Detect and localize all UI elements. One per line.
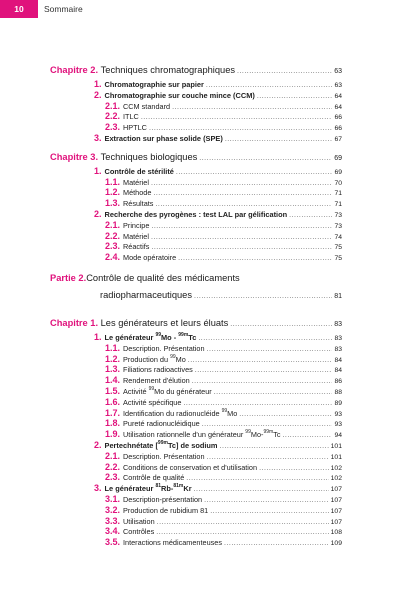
toc-page-number: 83 bbox=[334, 334, 342, 342]
toc-title: Pureté radionucléidique bbox=[123, 419, 200, 429]
toc-subsection[interactable] bbox=[50, 397, 342, 408]
toc-title: Extraction sur phase solide (SPE) bbox=[104, 133, 223, 143]
toc-number: Chapitre 3. bbox=[50, 151, 101, 162]
toc-title: Description. Présentation bbox=[123, 451, 205, 461]
leader-dots bbox=[224, 539, 329, 550]
toc-title: Le générateur $^{99}$Mo - $^{99m}$Tc bbox=[104, 331, 197, 342]
toc-number: 1. bbox=[94, 79, 102, 89]
toc-number: 1.8. bbox=[105, 418, 121, 429]
toc-number: 1.6. bbox=[105, 396, 121, 407]
toc-page-number: 86 bbox=[334, 378, 342, 386]
toc-page-number: 75 bbox=[334, 255, 342, 263]
toc-subsection[interactable] bbox=[50, 462, 342, 473]
toc-number: 3.2. bbox=[105, 504, 121, 515]
toc-page-number: 83 bbox=[334, 345, 342, 353]
toc-number: 2.3. bbox=[105, 122, 121, 133]
toc-page-number: 102 bbox=[330, 464, 342, 472]
toc-page-number: 89 bbox=[334, 399, 342, 407]
toc-title: Contrôle de qualité des médicaments bbox=[86, 272, 240, 283]
toc-page-number: 109 bbox=[330, 540, 342, 548]
toc-page-number: 63 bbox=[334, 68, 342, 75]
toc-title: Activité spécifique bbox=[123, 397, 182, 407]
toc-number: Chapitre 1. bbox=[50, 317, 101, 328]
toc-title: Techniques chromatographiques bbox=[100, 65, 236, 75]
toc-page-number: 73 bbox=[334, 222, 342, 230]
toc-chapter-heading[interactable] bbox=[50, 62, 342, 79]
toc-title: Techniques biologiques bbox=[100, 151, 198, 162]
toc-section[interactable] bbox=[50, 90, 342, 101]
toc-chapter-heading[interactable] bbox=[50, 149, 342, 166]
toc-section[interactable] bbox=[50, 79, 342, 90]
toc-number: 1.2. bbox=[105, 353, 121, 364]
leader-dots bbox=[194, 291, 332, 303]
toc-number: 1.1. bbox=[105, 176, 121, 187]
toc-number: Partie 2. bbox=[50, 272, 87, 283]
toc-page-number: 70 bbox=[334, 179, 342, 187]
toc-number: 2. bbox=[94, 439, 102, 450]
toc-title: Conditions de conservation et d'utilisation bbox=[123, 462, 258, 472]
toc-page-number: 101 bbox=[330, 442, 342, 450]
toc-subsection[interactable] bbox=[50, 111, 342, 122]
toc-page-number: 101 bbox=[330, 453, 342, 461]
toc-number: 1.3. bbox=[105, 364, 121, 375]
leader-dots bbox=[230, 316, 332, 333]
toc-chapter-heading[interactable] bbox=[50, 315, 342, 332]
toc-number: 3.1. bbox=[105, 493, 121, 504]
toc-page-number: 71 bbox=[334, 201, 342, 209]
leader-dots bbox=[178, 254, 332, 265]
toc-number: 2.1. bbox=[105, 219, 121, 230]
toc-page-number: 64 bbox=[334, 92, 342, 100]
toc-page-number: 66 bbox=[334, 114, 342, 122]
toc-page-number: 107 bbox=[330, 486, 342, 494]
toc-subsection[interactable] bbox=[50, 241, 342, 252]
toc-title: Description. Présentation bbox=[123, 343, 205, 353]
toc-number: 2.2. bbox=[105, 111, 121, 122]
toc-number: 1.4. bbox=[105, 375, 121, 386]
toc-subsection[interactable] bbox=[50, 408, 342, 419]
toc-number: 1.3. bbox=[105, 198, 121, 209]
toc-page-number: 94 bbox=[334, 432, 342, 440]
toc-part-heading bbox=[50, 272, 342, 289]
toc-subsection[interactable] bbox=[50, 252, 342, 263]
toc-title: Méthode bbox=[123, 188, 152, 198]
toc-title: Utilisation rationnelle d'un générateur $^{99}$Mo-$^{99m}$Tc bbox=[123, 429, 281, 440]
toc-number: 3.3. bbox=[105, 515, 121, 526]
toc-subsection[interactable] bbox=[50, 220, 342, 231]
toc-subsection[interactable] bbox=[50, 231, 342, 242]
toc-title: Le générateur $^{81}$Rb-$^{81m}$Kr bbox=[104, 483, 192, 494]
toc-number: 3. bbox=[94, 132, 102, 143]
section-title: Sommaire bbox=[44, 4, 83, 14]
toc-title: Matériel bbox=[123, 177, 149, 187]
toc-title: Contrôle de stérilité bbox=[104, 166, 174, 176]
toc-subsection[interactable] bbox=[50, 177, 342, 188]
toc-page-number: 73 bbox=[334, 211, 342, 219]
toc-number: 1. bbox=[94, 331, 102, 342]
toc-subsection[interactable] bbox=[50, 198, 342, 209]
toc-subsection[interactable] bbox=[50, 494, 342, 505]
page-header bbox=[0, 0, 400, 18]
toc-title: Contrôle de qualité bbox=[123, 473, 185, 483]
toc-title: Les générateurs et leurs éluats bbox=[100, 317, 229, 328]
toc-section[interactable] bbox=[50, 332, 342, 343]
toc-title: Interactions médicamenteuses bbox=[123, 538, 222, 548]
toc-number: 2.4. bbox=[105, 252, 121, 263]
toc-page-number: 69 bbox=[334, 154, 342, 162]
toc-title: Production de rubidium 81 bbox=[123, 505, 209, 515]
toc-number: 2. bbox=[94, 89, 102, 100]
toc-subsection[interactable] bbox=[50, 364, 342, 375]
toc-subsection[interactable] bbox=[50, 343, 342, 354]
toc-number: 1.9. bbox=[105, 429, 121, 440]
toc-page-number: 93 bbox=[334, 410, 342, 418]
toc-page-number: 81 bbox=[334, 292, 342, 300]
toc-title: ITLC bbox=[123, 112, 139, 122]
toc-title: Principe bbox=[123, 220, 150, 230]
toc-page-number: 108 bbox=[330, 529, 342, 537]
toc-section[interactable] bbox=[50, 166, 342, 177]
toc-subsection[interactable] bbox=[50, 418, 342, 429]
toc-subsection[interactable] bbox=[50, 375, 342, 386]
toc-subsection[interactable] bbox=[50, 472, 342, 483]
toc-subsection[interactable] bbox=[50, 537, 342, 548]
table-of-contents bbox=[50, 62, 342, 548]
toc-section[interactable] bbox=[50, 133, 342, 144]
leader-dots bbox=[225, 135, 333, 146]
page-number: 10 bbox=[0, 0, 38, 18]
toc-title: Production du $^{99}$Mo bbox=[123, 353, 186, 364]
toc-section[interactable] bbox=[50, 440, 342, 451]
toc-page-number: 66 bbox=[334, 125, 342, 133]
toc-title: CCM standard bbox=[123, 101, 171, 111]
toc-subsection[interactable] bbox=[50, 122, 342, 133]
toc-number: 1. bbox=[94, 165, 102, 176]
toc-page-number: 107 bbox=[330, 507, 342, 515]
toc-title: Activité $^{99}$Mo du générateur bbox=[123, 385, 212, 396]
toc-title: Pertechnétate [$^{99m}$Tc] de sodium bbox=[104, 439, 218, 450]
toc-page-number: 93 bbox=[334, 421, 342, 429]
toc-title: Contrôles bbox=[123, 527, 155, 537]
toc-number: 2.3. bbox=[105, 241, 121, 252]
toc-page-number: 102 bbox=[330, 475, 342, 483]
toc-subsection[interactable] bbox=[50, 101, 342, 112]
toc-number: 1.5. bbox=[105, 385, 121, 396]
toc-title: Mode opératoire bbox=[123, 253, 177, 263]
toc-number: 1.2. bbox=[105, 187, 121, 198]
toc-number: 2.3. bbox=[105, 472, 121, 483]
toc-page-number: 84 bbox=[334, 367, 342, 375]
toc-page-number: 83 bbox=[334, 320, 342, 328]
toc-section[interactable] bbox=[50, 209, 342, 220]
toc-number: 3.4. bbox=[105, 526, 121, 537]
toc-subsection[interactable] bbox=[50, 516, 342, 527]
toc-page-number: 107 bbox=[330, 518, 342, 526]
toc-page-number: 107 bbox=[330, 496, 342, 504]
toc-title: Utilisation bbox=[123, 516, 155, 526]
toc-title: Description-présentation bbox=[123, 494, 203, 504]
toc-title: Chromatographie sur couche mince (CCM) bbox=[104, 90, 255, 100]
toc-title: Rendement d'élution bbox=[123, 376, 190, 386]
toc-title: Filiations radioactives bbox=[123, 365, 193, 375]
toc-subsection[interactable] bbox=[50, 429, 342, 440]
toc-entry[interactable] bbox=[50, 289, 342, 306]
toc-title: Identification du radionucléide $^{99}$Mo bbox=[123, 407, 238, 418]
toc-title: Réactifs bbox=[123, 242, 150, 252]
toc-page-number: 88 bbox=[334, 388, 342, 396]
toc-number: 2.2. bbox=[105, 230, 121, 241]
toc-title-continued: radiopharmaceutiques bbox=[100, 289, 192, 300]
toc-number: 2. bbox=[94, 208, 102, 219]
toc-page-number: 69 bbox=[334, 168, 342, 176]
toc-section[interactable] bbox=[50, 483, 342, 494]
toc-page-number: 64 bbox=[334, 103, 342, 111]
toc-subsection[interactable] bbox=[50, 386, 342, 397]
leader-dots bbox=[237, 63, 332, 80]
toc-page-number: 84 bbox=[334, 356, 342, 364]
toc-page-number: 71 bbox=[334, 190, 342, 198]
toc-page-number: 63 bbox=[334, 82, 342, 89]
toc-subsection[interactable] bbox=[50, 451, 342, 462]
toc-number: 3.5. bbox=[105, 537, 121, 548]
toc-subsection[interactable] bbox=[50, 526, 342, 537]
toc-number: 3. bbox=[94, 483, 102, 494]
toc-number: Chapitre 2. bbox=[50, 65, 101, 75]
toc-title: Recherche des pyrogènes : test LAL par gélification bbox=[104, 209, 288, 219]
toc-subsection[interactable] bbox=[50, 354, 342, 365]
toc-number: 2.1. bbox=[105, 100, 121, 111]
toc-number: 2.2. bbox=[105, 461, 121, 472]
toc-subsection[interactable] bbox=[50, 505, 342, 516]
toc-page-number: 67 bbox=[334, 135, 342, 143]
toc-title: HPTLC bbox=[123, 123, 147, 133]
toc-title: Matériel bbox=[123, 231, 149, 241]
toc-title: Chromatographie sur papier bbox=[104, 80, 204, 89]
leader-dots bbox=[199, 150, 332, 167]
toc-number: 2.1. bbox=[105, 450, 121, 461]
toc-title: Résultats bbox=[123, 199, 154, 209]
toc-number: 1.7. bbox=[105, 407, 121, 418]
toc-subsection[interactable] bbox=[50, 187, 342, 198]
toc-number: 1.1. bbox=[105, 342, 121, 353]
toc-page-number: 74 bbox=[334, 233, 342, 241]
toc-page-number: 75 bbox=[334, 244, 342, 252]
